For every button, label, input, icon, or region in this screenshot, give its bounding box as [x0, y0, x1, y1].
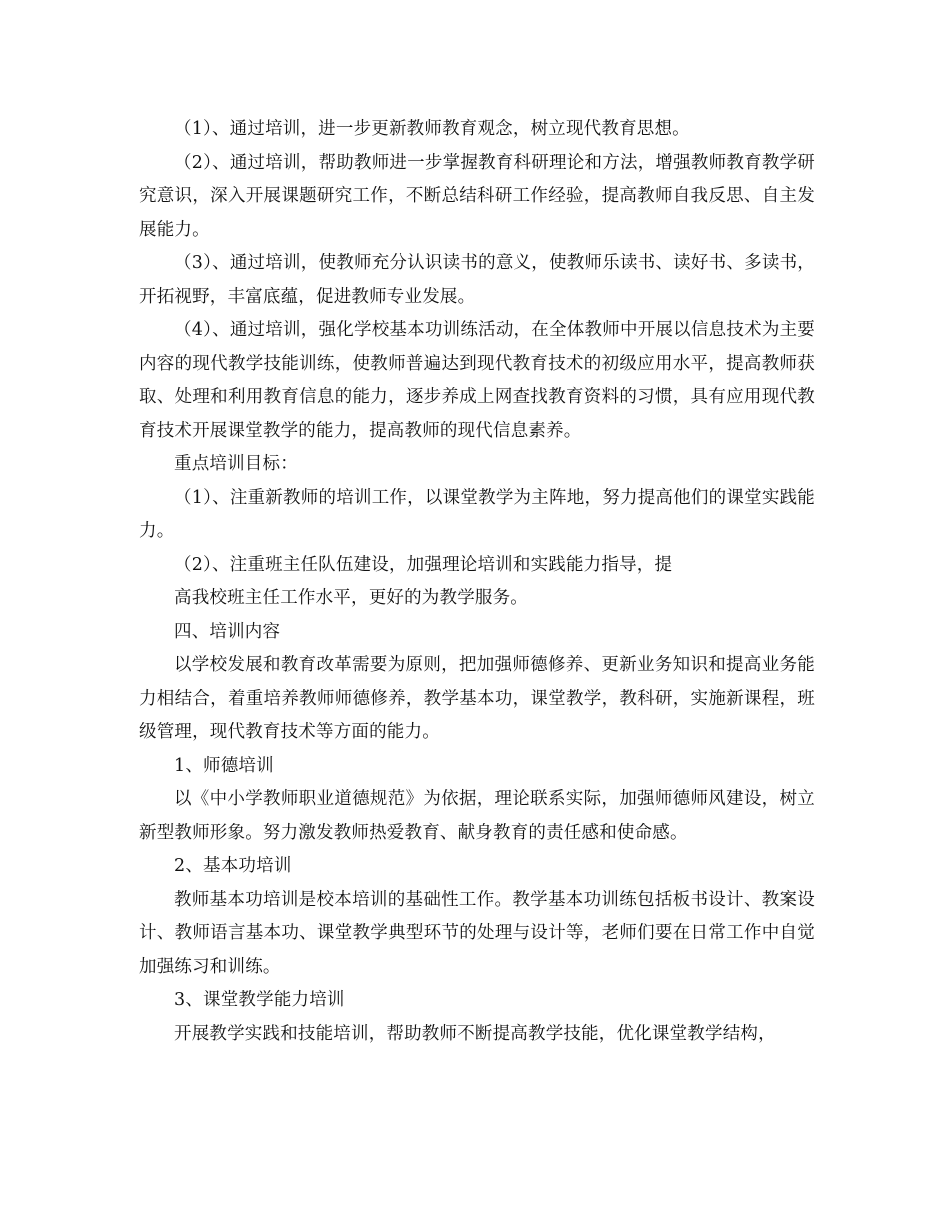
document-body	[139, 113, 815, 1051]
heading-basic-skills: 2、基本功培训	[174, 856, 292, 876]
paragraph-key-goal-2-part-2: 高我校班主任工作水平，更好的为教学服务。	[174, 588, 528, 608]
paragraph-goal-3: （3）、通过培训，使教师充分认识读书的意义，使教师乐读书、读好书、多读书，开拓视野，丰富底蕴，促进教师专业发展。	[139, 253, 815, 307]
heading-key-goals: 重点培训目标：	[174, 454, 298, 474]
paragraph-classroom-teaching: 开展教学实践和技能培训，帮助教师不断提高教学技能，优化课堂教学结构，	[174, 1023, 776, 1044]
paragraph-goal-4: （4）、通过培训，强化学校基本功训练活动，在全体教师中开展以信息技术为主要内容的现代教学技能训练，使教师普遍达到现代教育技术的初级应用水平，提高教师获取、处理和利用教育信息的能力，逐步养成上网查找教育资料的习惯，具有应用现代教育技术开展课堂教学的能力，提高教师的现代信息素养。	[139, 320, 815, 441]
heading-classroom-teaching: 3、课堂教学能力培训	[174, 990, 345, 1010]
paragraph-key-goal-1: （1）、注重新教师的培训工作，以课堂教学为主阵地，努力提高他们的课堂实践能力。	[139, 487, 815, 541]
paragraph-goal-1: （1）、通过培训，进一步更新教师教育观念，树立现代教育思想。	[174, 119, 690, 139]
paragraph-basic-skills: 教师基本功培训是校本培训的基础性工作。教学基本功训练包括板书设计、教案设计、教师语言基本功、课堂教学典型环节的处理与设计等，老师们要在日常工作中自觉加强练习和训练。	[139, 889, 815, 977]
paragraph-ethics-training: 以《中小学教师职业道德规范》为依据，理论联系实际，加强师德师风建设，树立新型教师形象。努力激发教师热爱教育、献身教育的责任感和使命感。	[139, 789, 815, 843]
paragraph-goal-2: （2）、通过培训，帮助教师进一步掌握教育科研理论和方法，增强教师教育教学研究意识，深入开展课题研究工作，不断总结科研工作经验，提高教师自我反思、自主发展能力。	[139, 152, 815, 240]
paragraph-training-content: 以学校发展和教育改革需要为原则，把加强师德修养、更新业务知识和提高业务能力相结合，着重培养教师师德修养，教学基本功，课堂教学，教科研，实施新课程，班级管理，现代教育技术等方面的能力。	[139, 655, 815, 742]
paragraph-key-goal-2-part-1: （2）、注重班主任队伍建设，加强理论培训和实践能力指导，提	[174, 554, 673, 575]
heading-ethics-training: 1、师德培训	[174, 755, 274, 776]
heading-section-4: 四、培训内容	[174, 621, 281, 642]
